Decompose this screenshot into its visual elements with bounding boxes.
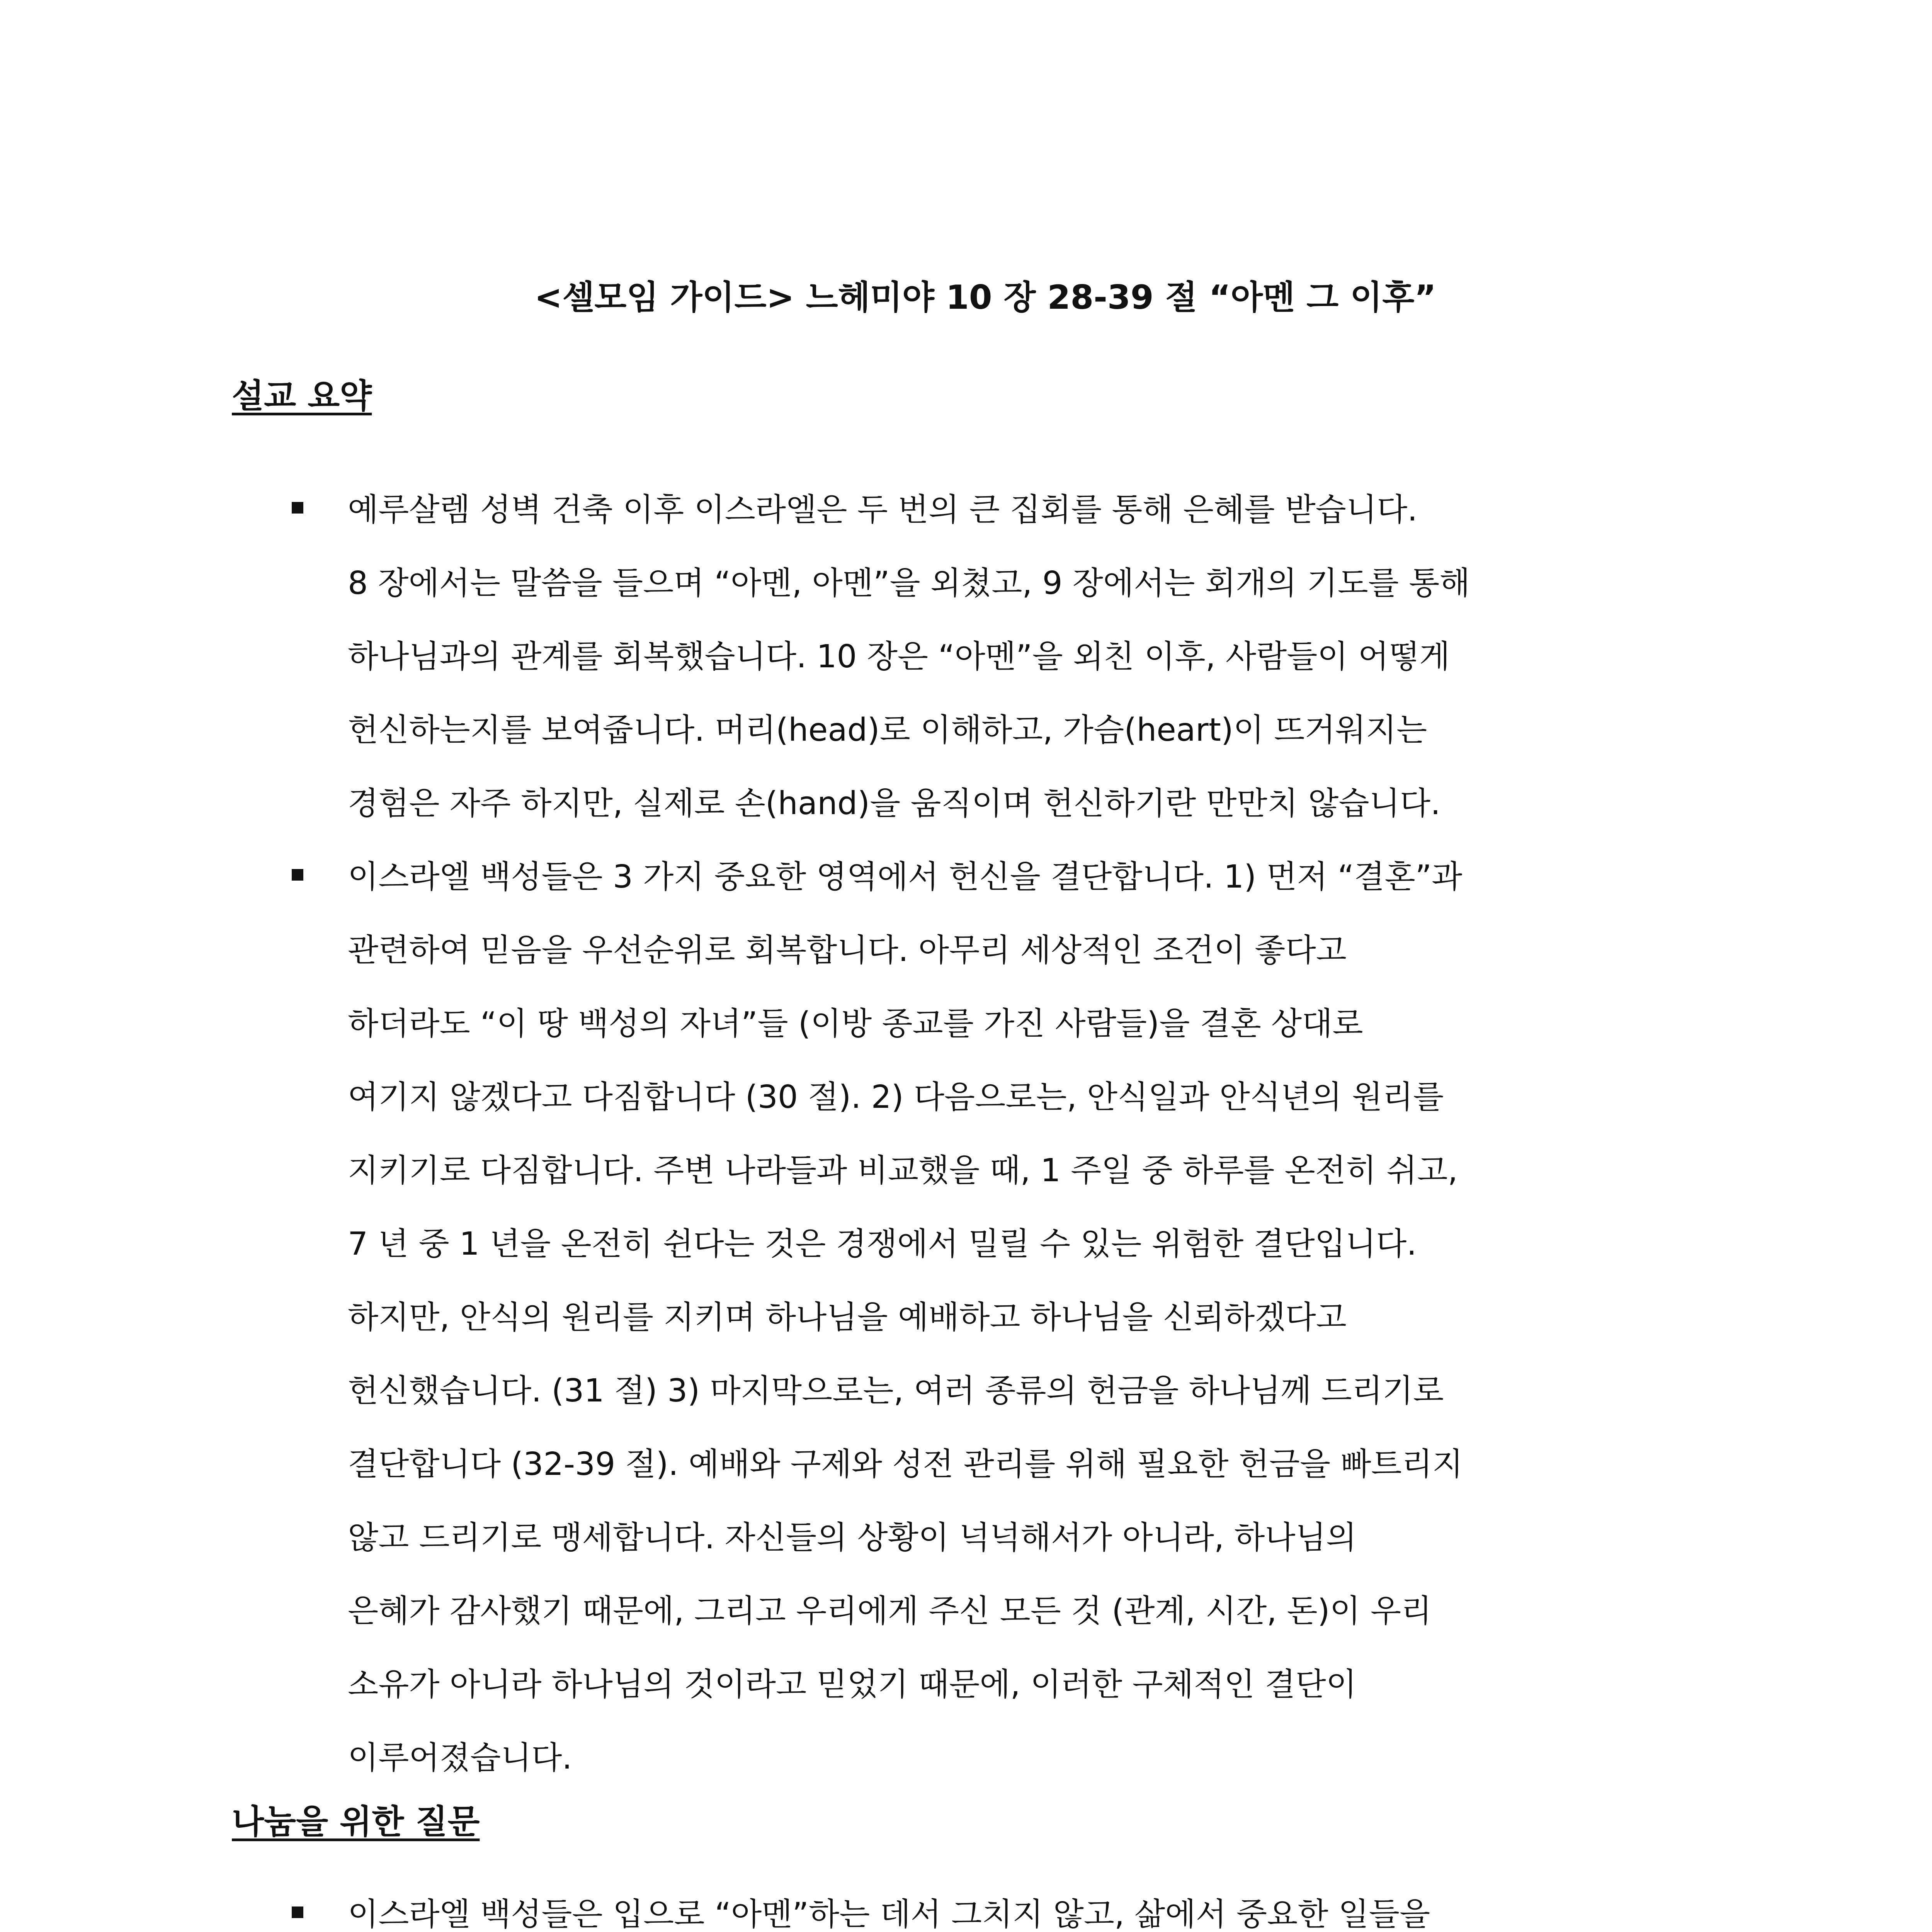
text-line: 하지만, 안식의 원리를 지키며 하나님을 예배하고 하나님을 신뢰하겠다고 <box>348 1299 1347 1336</box>
text-line: 하나님과의 관계를 회복했습니다. 10 장은 “아멘”을 외친 이후, 사람들이 어떻게 <box>348 638 1450 675</box>
text-line: 결단합니다 (32-39 절). 예배와 구제와 성전 관리를 위해 필요한 헌금을 빠트리지 <box>348 1446 1463 1483</box>
text-line: 이루어졌습니다. <box>348 1740 572 1776</box>
sermon-summary-list <box>0 473 1932 1795</box>
document-title: <셀모임 가이드> 느헤미야 10 장 28-39 절 “아멘 그 이후” <box>534 278 1436 317</box>
square-bullet-icon <box>292 1906 303 1918</box>
text-line: 관련하여 믿음을 우선순위로 회복합니다. 아무리 세상적인 조건이 좋다고 <box>348 932 1347 969</box>
text-line: 헌신했습니다. (31 절) 3) 마지막으로는, 여러 종류의 헌금을 하나님께 드리기로 <box>348 1372 1444 1409</box>
square-bullet-icon <box>292 502 303 514</box>
text-line: 예루살렘 성벽 건축 이후 이스라엘은 두 번의 큰 집회를 통해 은혜를 받습니다. <box>348 492 1418 528</box>
section-heading-discussion-questions: 나눔을 위한 질문 <box>232 1803 480 1841</box>
text-line: 소유가 아니라 하나님의 것이라고 믿었기 때문에, 이러한 구체적인 결단이 <box>348 1666 1357 1703</box>
list-item <box>0 1878 1739 1932</box>
text-line: 8 장에서는 말씀을 들으며 “아멘, 아멘”을 외쳤고, 9 장에서는 회개의 기도를 통해 <box>348 565 1470 602</box>
text-line: 여기지 않겠다고 다짐합니다 (30 절). 2) 다음으로는, 안식일과 안식년의 원리를 <box>348 1079 1444 1116</box>
square-bullet-icon <box>292 869 303 881</box>
discussion-questions-list <box>0 1878 1932 1932</box>
text-line: 이스라엘 백성들은 3 가지 중요한 영역에서 헌신을 결단합니다. 1) 먼저 “결혼”과 <box>348 859 1463 895</box>
text-line: 헌신하는지를 보여줍니다. 머리(head)로 이해하고, 가슴(heart)이 뜨거워지는 <box>348 712 1427 748</box>
list-item <box>0 840 1739 1795</box>
text-line: 이스라엘 백성들은 입으로 “아멘”하는 데서 그치지 않고, 삶에서 중요한 일들을 <box>348 1896 1430 1932</box>
list-item <box>0 473 1739 840</box>
text-line: 지키기로 다짐합니다. 주변 나라들과 비교했을 때, 1 주일 중 하루를 온전히 쉬고, <box>348 1152 1458 1189</box>
text-line: 하더라도 “이 땅 백성의 자녀”들 (이방 종교를 가진 사람들)을 결혼 상대로 <box>348 1005 1363 1042</box>
text-line: 7 년 중 1 년을 온전히 쉰다는 것은 경쟁에서 밀릴 수 있는 위험한 결단입니다. <box>348 1226 1417 1262</box>
text-line: 않고 드리기로 맹세합니다. 자신들의 상황이 넉넉해서가 아니라, 하나님의 <box>348 1519 1357 1556</box>
text-line: 경험은 자주 하지만, 실제로 손(hand)을 움직이며 헌신하기란 만만치 않습니다. <box>348 785 1441 822</box>
text-line: 은혜가 감사했기 때문에, 그리고 우리에게 주신 모든 것 (관계, 시간, 돈)이 우리 <box>348 1593 1432 1629</box>
section-heading-sermon-summary: 설교 요약 <box>232 377 372 415</box>
